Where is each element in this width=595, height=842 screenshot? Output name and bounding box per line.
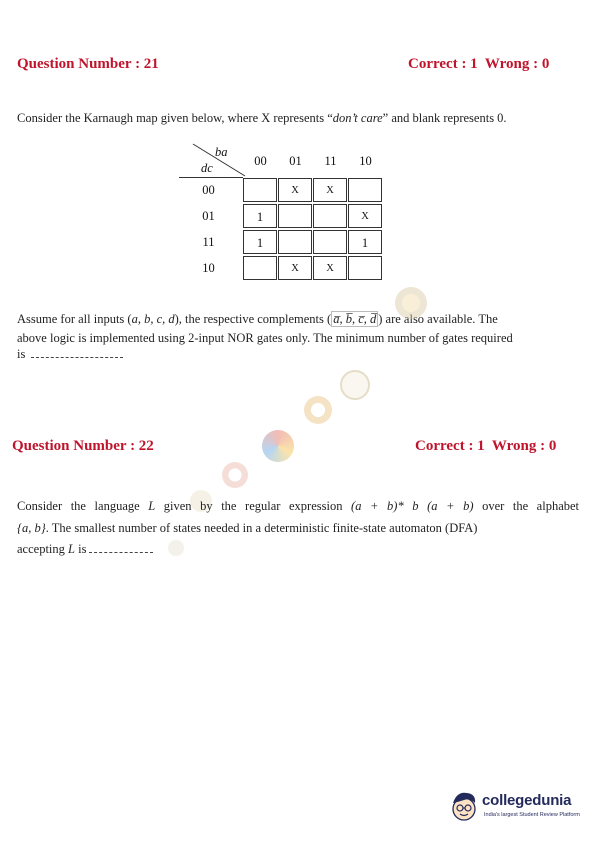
kmap-cell: 1 (243, 230, 277, 254)
kmap-cell (278, 204, 312, 228)
q21-title: Question Number : 21 (17, 56, 159, 72)
kmap-cell (278, 230, 312, 254)
kmap-col-header: 01 (289, 154, 302, 168)
q22-score: Correct : 1 Wrong : 0 (415, 438, 557, 454)
watermark-stamp-icon (168, 540, 184, 556)
logo-tagline: India's largest Student Review Platform (484, 812, 580, 818)
collegedunia-logo (448, 788, 588, 832)
q21-text-line3: is (17, 345, 123, 364)
kmap-cell: 1 (243, 204, 277, 228)
kmap-row-header: 11 (202, 235, 215, 249)
kmap-cell (313, 230, 347, 254)
kmap-cell (243, 256, 277, 280)
kmap-col-header: 10 (359, 154, 372, 168)
kmap-cell (313, 204, 347, 228)
watermark-stamp-icon (304, 396, 332, 424)
student-mascot-icon (448, 788, 480, 824)
kmap-row-header: 10 (202, 261, 215, 275)
watermark-stamp-icon (262, 430, 294, 462)
kmap-cell: X (313, 178, 347, 202)
kmap-row-header: 00 (202, 183, 215, 197)
q21-score: Correct : 1 Wrong : 0 (408, 56, 550, 72)
watermark-stamp-icon (222, 462, 248, 488)
kmap-cell (243, 178, 277, 202)
kmap-row-var-label: dc (201, 161, 213, 175)
kmap-cell (348, 178, 382, 202)
karnaugh-map (179, 143, 384, 289)
kmap-cell: X (313, 256, 347, 280)
watermark-stamp-icon (395, 287, 427, 319)
q21-intro: Consider the Karnaugh map given below, where X represents “don’t care” and blank represents 0. (17, 111, 507, 125)
kmap-cell: X (278, 178, 312, 202)
kmap-cell: X (278, 256, 312, 280)
kmap-col-header: 11 (324, 154, 337, 168)
kmap-col-var-label: ba (215, 145, 228, 159)
q22-answer-blank (89, 541, 153, 553)
q22-text-line3: accepting L is (17, 540, 153, 559)
q21-text-line1: Assume for all inputs (a, b, c, d), the respective complements ( a̅, b̅, c̅, d̅ ) are also available. The (17, 312, 498, 326)
q21-answer-blank (31, 346, 123, 358)
q22-title: Question Number : 22 (12, 438, 154, 454)
kmap-cell (348, 256, 382, 280)
kmap-cell: X (348, 204, 382, 228)
q22-text-line2: {a, b}. The smallest number of states needed in a deterministic finite-state automaton (DFA) (17, 521, 478, 535)
watermark-stamp-icon (340, 370, 370, 400)
q21-text-line2: above logic is implemented using 2-input NOR gates only. The minimum number of gates required (17, 331, 513, 345)
q22-text-line1: Consider the language L given by the regular expression (a + b)* b (a + b) over the alphabet (17, 499, 580, 513)
kmap-cell: 1 (348, 230, 382, 254)
kmap-col-header: 00 (254, 154, 267, 168)
kmap-row-header: 01 (202, 209, 215, 223)
logo-wordmark: collegedunia (482, 792, 572, 809)
